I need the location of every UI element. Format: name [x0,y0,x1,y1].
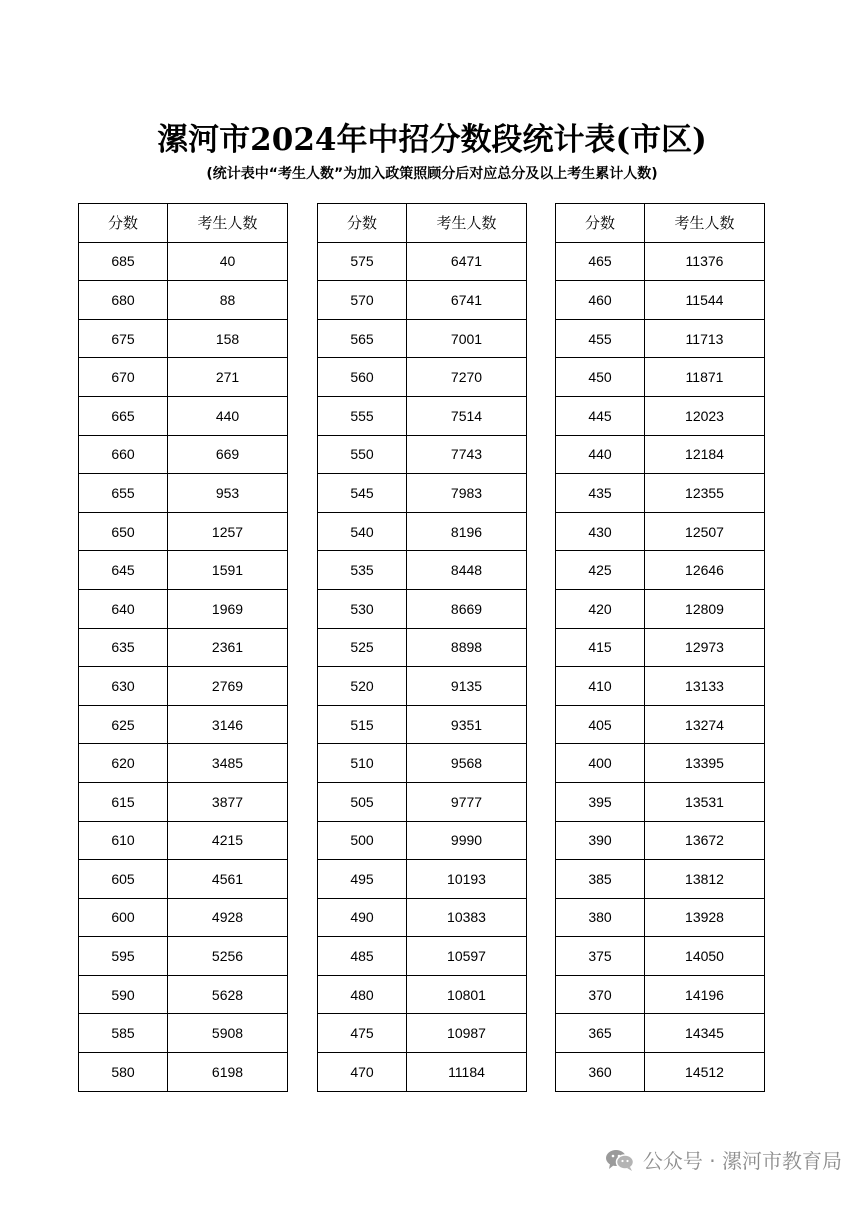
count-cell: 11871 [645,358,765,397]
score-cell: 375 [556,937,645,976]
header-score: 分数 [79,204,168,243]
count-cell: 12646 [645,551,765,590]
table-row [318,551,527,590]
table-row [79,435,288,474]
score-cell: 585 [79,1014,168,1053]
count-cell: 11713 [645,319,765,358]
count-cell: 12355 [645,474,765,513]
count-cell: 2361 [168,628,288,667]
score-cell: 500 [318,821,407,860]
table-row [79,898,288,937]
score-cell: 580 [79,1053,168,1092]
score-cell: 545 [318,474,407,513]
table-row [556,937,765,976]
score-cell: 410 [556,667,645,706]
count-cell: 14050 [645,937,765,976]
count-cell: 13274 [645,705,765,744]
count-cell: 6741 [407,281,527,320]
count-cell: 158 [168,319,288,358]
table-row [318,512,527,551]
table-row [318,435,527,474]
score-cell: 675 [79,319,168,358]
score-cell: 365 [556,1014,645,1053]
score-table-2 [317,203,527,1092]
count-cell: 8669 [407,589,527,628]
count-cell: 9568 [407,744,527,783]
score-cell: 590 [79,975,168,1014]
table-row [318,396,527,435]
count-cell: 1591 [168,551,288,590]
count-cell: 10801 [407,975,527,1014]
score-cell: 505 [318,782,407,821]
count-cell: 11544 [645,281,765,320]
table-row [318,975,527,1014]
count-cell: 9990 [407,821,527,860]
document-title: 漯河市2024年中招分数段统计表(市区) [157,122,707,158]
score-cell: 485 [318,937,407,976]
score-cell: 630 [79,667,168,706]
score-cell: 515 [318,705,407,744]
score-cell: 635 [79,628,168,667]
score-cell: 535 [318,551,407,590]
table-row [79,667,288,706]
score-cell: 555 [318,396,407,435]
count-cell: 12023 [645,396,765,435]
score-table-3 [555,203,765,1092]
score-cell: 480 [318,975,407,1014]
table-row [79,281,288,320]
score-cell: 495 [318,860,407,899]
count-cell: 7270 [407,358,527,397]
table-row [318,1014,527,1053]
table-row [79,589,288,628]
count-cell: 14345 [645,1014,765,1053]
score-cell: 445 [556,396,645,435]
table-row [556,551,765,590]
table-row [318,628,527,667]
score-cell: 455 [556,319,645,358]
table-row [556,358,765,397]
table-row [318,782,527,821]
table-body [79,242,288,1091]
table-row [556,782,765,821]
score-cell: 360 [556,1053,645,1092]
count-cell: 3877 [168,782,288,821]
table-row [556,435,765,474]
watermark-text: 公众号 · 漯河市教育局 [642,1149,842,1173]
score-cell: 655 [79,474,168,513]
score-cell: 640 [79,589,168,628]
count-cell: 13672 [645,821,765,860]
table-row [79,937,288,976]
table-header-row [79,204,288,243]
table-row [556,589,765,628]
count-cell: 669 [168,435,288,474]
count-cell: 271 [168,358,288,397]
table-row [318,744,527,783]
table-body [556,242,765,1091]
count-cell: 12184 [645,435,765,474]
table-row [318,474,527,513]
count-cell: 5908 [168,1014,288,1053]
table-row [318,860,527,899]
score-cell: 385 [556,860,645,899]
count-cell: 40 [168,242,288,281]
count-cell: 88 [168,281,288,320]
count-cell: 13812 [645,860,765,899]
table-row [318,281,527,320]
count-cell: 9135 [407,667,527,706]
score-cell: 460 [556,281,645,320]
table-row [556,1014,765,1053]
score-cell: 605 [79,860,168,899]
count-cell: 10193 [407,860,527,899]
count-cell: 8448 [407,551,527,590]
count-cell: 6471 [407,242,527,281]
table-row [318,821,527,860]
score-cell: 550 [318,435,407,474]
score-cell: 680 [79,281,168,320]
table-row [556,821,765,860]
count-cell: 12973 [645,628,765,667]
table-row [79,744,288,783]
score-cell: 645 [79,551,168,590]
count-cell: 13133 [645,667,765,706]
count-cell: 5256 [168,937,288,976]
score-cell: 530 [318,589,407,628]
score-cell: 670 [79,358,168,397]
count-cell: 12809 [645,589,765,628]
table-row [318,1053,527,1092]
score-cell: 560 [318,358,407,397]
table-header-row [318,204,527,243]
count-cell: 10383 [407,898,527,937]
table-row [79,705,288,744]
table-row [556,474,765,513]
score-cell: 625 [79,705,168,744]
table-row [556,1053,765,1092]
score-cell: 440 [556,435,645,474]
table-row [318,898,527,937]
table-row [556,512,765,551]
table-row [318,589,527,628]
score-cell: 420 [556,589,645,628]
count-cell: 2769 [168,667,288,706]
table-row [318,705,527,744]
score-cell: 595 [79,937,168,976]
count-cell: 1257 [168,512,288,551]
table-row [79,319,288,358]
table-row [318,358,527,397]
score-cell: 465 [556,242,645,281]
count-cell: 4215 [168,821,288,860]
score-cell: 610 [79,821,168,860]
table-row [556,667,765,706]
table-row [556,242,765,281]
count-cell: 8898 [407,628,527,667]
score-cell: 425 [556,551,645,590]
score-cell: 570 [318,281,407,320]
table-row [79,474,288,513]
wechat-icon [605,1148,635,1172]
count-cell: 13395 [645,744,765,783]
score-cell: 575 [318,242,407,281]
count-cell: 1969 [168,589,288,628]
count-cell: 4928 [168,898,288,937]
table-row [318,242,527,281]
count-cell: 10987 [407,1014,527,1053]
score-cell: 685 [79,242,168,281]
score-cell: 565 [318,319,407,358]
count-cell: 11376 [645,242,765,281]
table-row [79,821,288,860]
score-cell: 615 [79,782,168,821]
score-cell: 450 [556,358,645,397]
table-row [79,860,288,899]
score-cell: 525 [318,628,407,667]
header-count: 考生人数 [168,204,288,243]
table-row [556,975,765,1014]
count-cell: 4561 [168,860,288,899]
count-cell: 9351 [407,705,527,744]
table-row [79,628,288,667]
table-row [79,551,288,590]
table-row [79,1014,288,1053]
table-row [79,396,288,435]
header-score: 分数 [556,204,645,243]
count-cell: 6198 [168,1053,288,1092]
score-cell: 600 [79,898,168,937]
table-row [79,242,288,281]
count-cell: 12507 [645,512,765,551]
score-cell: 650 [79,512,168,551]
score-cell: 620 [79,744,168,783]
table-row [556,396,765,435]
count-cell: 8196 [407,512,527,551]
count-cell: 14196 [645,975,765,1014]
count-cell: 5628 [168,975,288,1014]
count-cell: 3146 [168,705,288,744]
table-row [556,281,765,320]
count-cell: 3485 [168,744,288,783]
score-cell: 395 [556,782,645,821]
count-cell: 10597 [407,937,527,976]
score-cell: 540 [318,512,407,551]
score-cell: 390 [556,821,645,860]
score-cell: 415 [556,628,645,667]
header-count: 考生人数 [645,204,765,243]
count-cell: 14512 [645,1053,765,1092]
score-cell: 520 [318,667,407,706]
table-row [556,744,765,783]
score-cell: 435 [556,474,645,513]
table-body [318,242,527,1091]
count-cell: 13928 [645,898,765,937]
score-cell: 370 [556,975,645,1014]
header-count: 考生人数 [407,204,527,243]
count-cell: 953 [168,474,288,513]
count-cell: 7983 [407,474,527,513]
header-score: 分数 [318,204,407,243]
score-cell: 405 [556,705,645,744]
score-cell: 660 [79,435,168,474]
count-cell: 11184 [407,1053,527,1092]
document-subtitle: (统计表中“考生人数”为加入政策照顾分后对应总分及以上考生累计人数) [206,166,658,182]
count-cell: 440 [168,396,288,435]
table-row [79,1053,288,1092]
score-cell: 665 [79,396,168,435]
table-header-row [556,204,765,243]
table-row [318,667,527,706]
table-row [79,358,288,397]
table-row [79,782,288,821]
count-cell: 7743 [407,435,527,474]
score-cell: 400 [556,744,645,783]
score-cell: 510 [318,744,407,783]
count-cell: 7514 [407,396,527,435]
table-row [318,319,527,358]
table-row [556,319,765,358]
watermark [605,1145,842,1174]
table-row [556,898,765,937]
table-row [556,705,765,744]
table-row [556,628,765,667]
count-cell: 13531 [645,782,765,821]
score-cell: 475 [318,1014,407,1053]
score-cell: 470 [318,1053,407,1092]
score-cell: 380 [556,898,645,937]
score-table-1 [78,203,288,1092]
count-cell: 7001 [407,319,527,358]
table-row [79,512,288,551]
score-cell: 490 [318,898,407,937]
table-row [556,860,765,899]
count-cell: 9777 [407,782,527,821]
table-row [318,937,527,976]
table-row [79,975,288,1014]
score-cell: 430 [556,512,645,551]
